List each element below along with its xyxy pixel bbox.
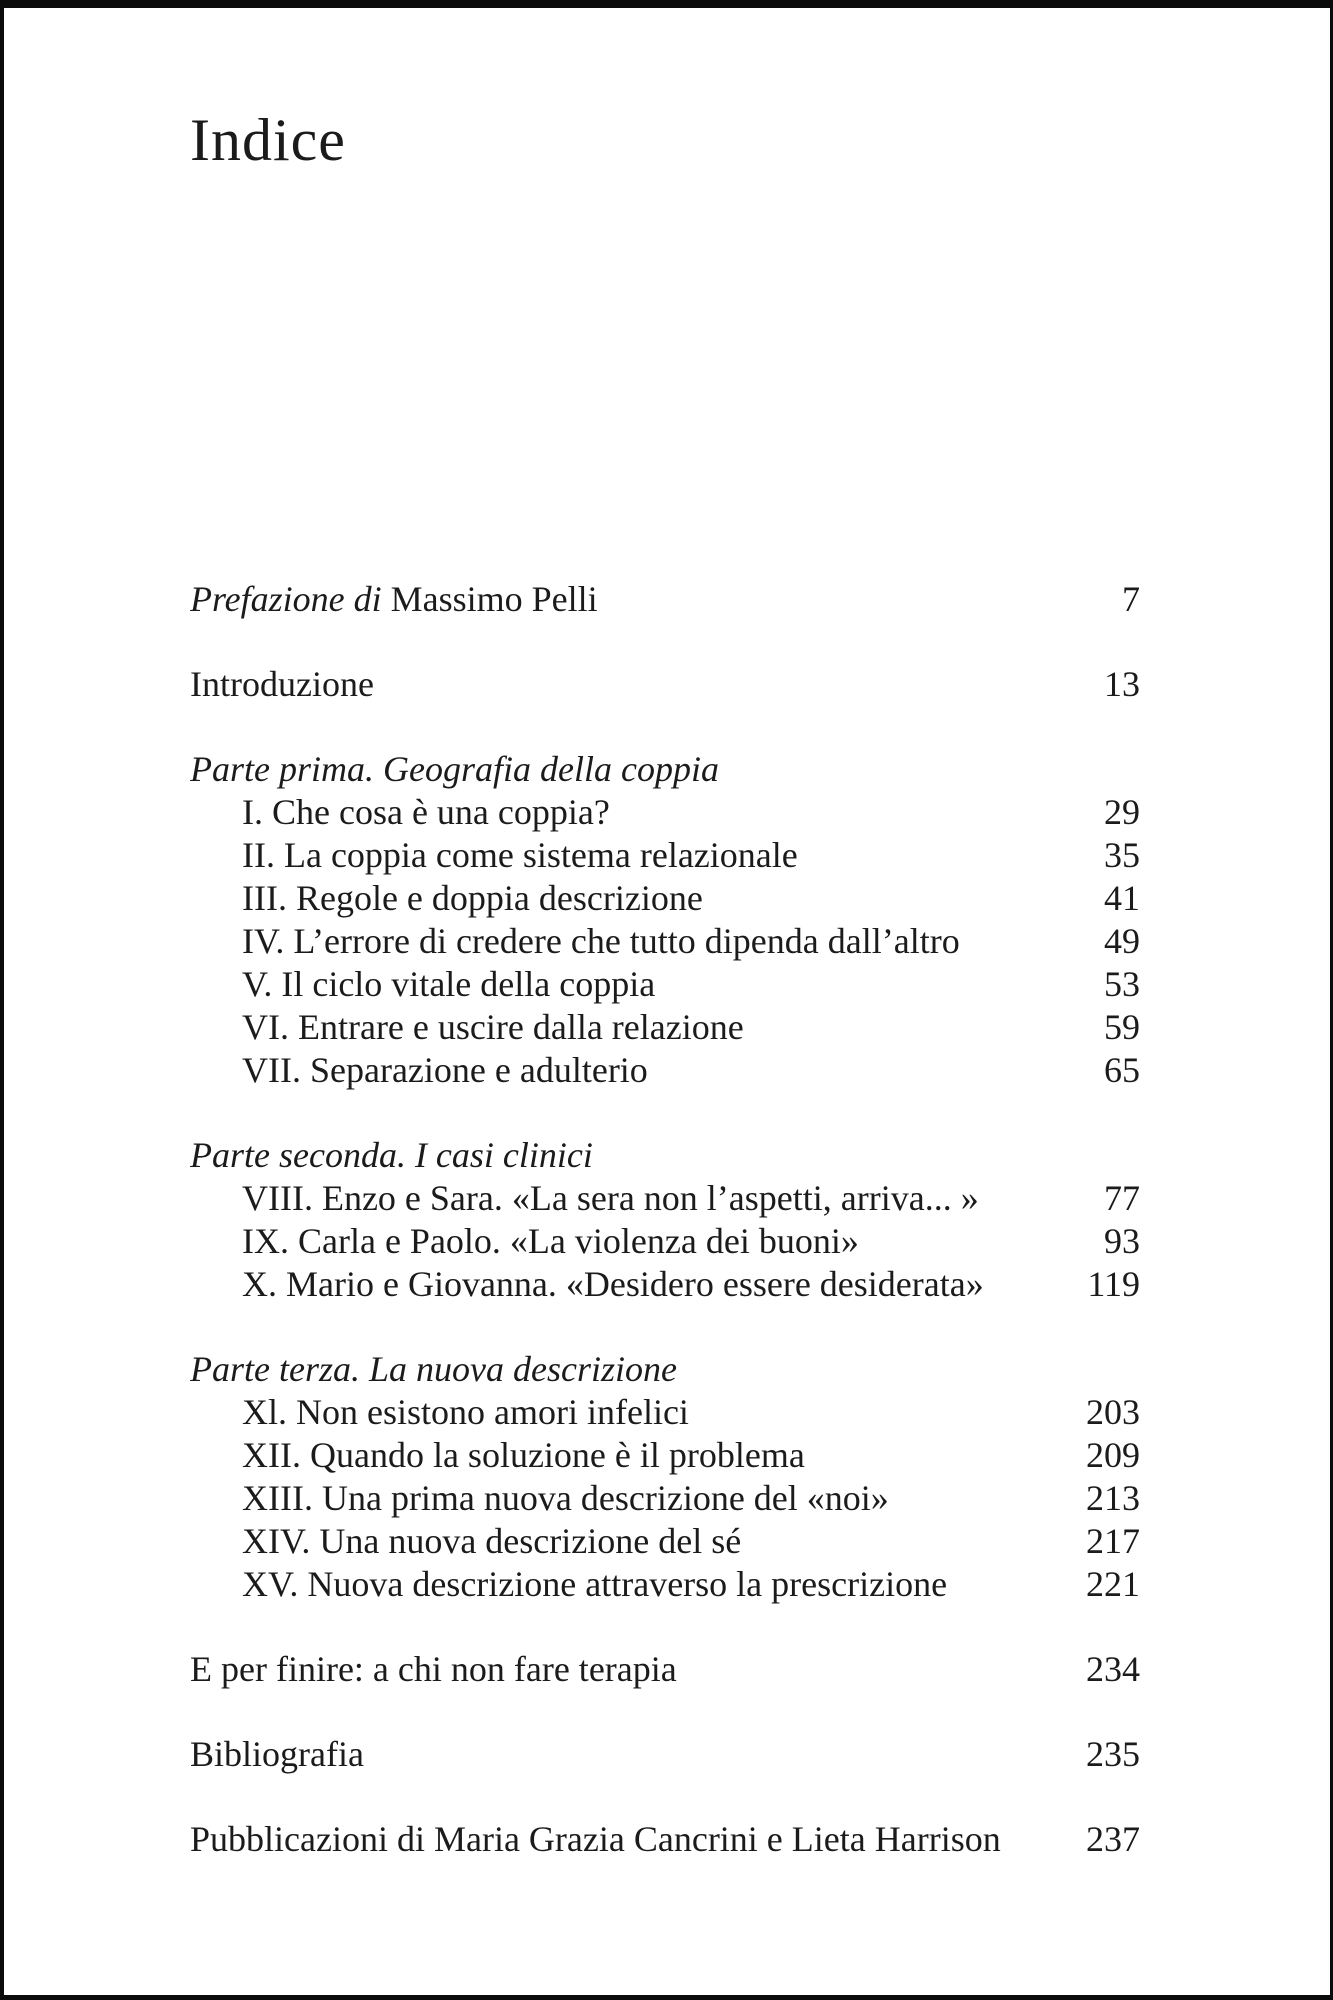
toc-entry-label: I. Che cosa è una coppia? xyxy=(242,792,610,832)
toc-entry-page: 77 xyxy=(1104,1178,1140,1218)
toc-entry-label: V. Il ciclo vitale della coppia xyxy=(242,964,656,1004)
toc-row-chapter xyxy=(190,791,1140,834)
toc-row-chapter xyxy=(190,1434,1140,1477)
toc-entry-page: 7 xyxy=(1122,579,1140,619)
toc-entry-label: VIII. Enzo e Sara. «La sera non l’aspetti, arriva... » xyxy=(242,1178,979,1218)
toc-entry-label: VI. Entrare e uscire dalla relazione xyxy=(242,1007,744,1047)
toc-entry-page: 13 xyxy=(1104,664,1140,704)
toc-row-chapter xyxy=(190,1049,1140,1092)
toc-entry-label: Parte seconda. I casi clinici xyxy=(190,1135,593,1175)
toc-entry-page: 93 xyxy=(1104,1221,1140,1261)
toc-entry-page: 29 xyxy=(1104,792,1140,832)
toc-entry-page: 35 xyxy=(1104,835,1140,875)
toc-row-main xyxy=(190,663,1140,706)
toc-entry-label: III. Regole e doppia descrizione xyxy=(242,878,703,918)
toc-entry-page: 235 xyxy=(1086,1734,1140,1774)
toc-entry-page: 209 xyxy=(1086,1435,1140,1475)
toc-row-main xyxy=(190,1648,1140,1691)
toc-entry-label xyxy=(190,578,1098,621)
toc-entry-label: Parte terza. La nuova descrizione xyxy=(190,1349,677,1389)
toc-entry-label: E per finire: a chi non fare terapia xyxy=(190,1649,677,1689)
toc-entry-label: X. Mario e Giovanna. «Desidero essere desiderata» xyxy=(242,1264,984,1304)
toc-row-chapter xyxy=(190,1477,1140,1520)
toc-entry-page: 213 xyxy=(1086,1478,1140,1518)
page-title: Indice xyxy=(190,107,346,173)
toc-row-chapter xyxy=(190,1220,1140,1263)
toc-row-chapter xyxy=(190,1263,1140,1306)
toc-row-chapter xyxy=(190,877,1140,920)
toc-entry-label-italic-prefix: Prefazione di xyxy=(190,579,391,619)
toc-entry-page: 234 xyxy=(1086,1649,1140,1689)
toc-entry-page: 221 xyxy=(1086,1564,1140,1604)
toc-entry-label: IX. Carla e Paolo. «La violenza dei buoni» xyxy=(242,1221,859,1261)
toc-entry-page: 41 xyxy=(1104,878,1140,918)
toc-row-main xyxy=(190,1733,1140,1776)
toc-row-chapter xyxy=(190,963,1140,1006)
toc-entry-label-text: Massimo Pelli xyxy=(390,579,598,619)
toc-row-main xyxy=(190,578,1140,621)
toc-row-chapter xyxy=(190,1520,1140,1563)
toc-row-part xyxy=(190,1348,1140,1391)
toc-entry-label: XII. Quando la soluzione è il problema xyxy=(242,1435,805,1475)
toc-entry-page: 203 xyxy=(1086,1392,1140,1432)
toc-entry-page: 65 xyxy=(1104,1050,1140,1090)
toc-entry-page: 237 xyxy=(1086,1819,1140,1859)
toc-entry-label: II. La coppia come sistema relazionale xyxy=(242,835,798,875)
toc-entry-label: XIII. Una prima nuova descrizione del «noi» xyxy=(242,1478,889,1518)
toc-entry-page: 53 xyxy=(1104,964,1140,1004)
toc-row-chapter xyxy=(190,1177,1140,1220)
toc-row-chapter xyxy=(190,1563,1140,1606)
toc-entry-page: 49 xyxy=(1104,921,1140,961)
toc-entry-label: Pubblicazioni di Maria Grazia Cancrini e Lieta Harrison xyxy=(190,1819,1001,1859)
toc-row-chapter xyxy=(190,1006,1140,1049)
toc-row-chapter xyxy=(190,834,1140,877)
toc-entry-page: 59 xyxy=(1104,1007,1140,1047)
toc-entry-label: IV. L’errore di credere che tutto dipenda dall’altro xyxy=(242,921,960,961)
toc-entry-label: Introduzione xyxy=(190,664,374,704)
toc-entry-label: Xl. Non esistono amori infelici xyxy=(242,1392,689,1432)
toc-entry-page: 217 xyxy=(1086,1521,1140,1561)
toc-row-main xyxy=(190,1818,1140,1861)
toc-list xyxy=(190,578,1140,1861)
toc-entry-label: Bibliografia xyxy=(190,1734,364,1774)
toc-entry-label: XV. Nuova descrizione attraverso la prescrizione xyxy=(242,1564,948,1604)
toc-entry-label: VII. Separazione e adulterio xyxy=(242,1050,648,1090)
toc-row-part xyxy=(190,748,1140,791)
toc-row-chapter xyxy=(190,1391,1140,1434)
toc-row-part xyxy=(190,1134,1140,1177)
toc-entry-label: XIV. Una nuova descrizione del sé xyxy=(242,1521,742,1561)
toc-entry-label: Parte prima. Geografia della coppia xyxy=(190,749,719,789)
toc-entry-page: 119 xyxy=(1087,1264,1140,1304)
toc-row-chapter xyxy=(190,920,1140,963)
